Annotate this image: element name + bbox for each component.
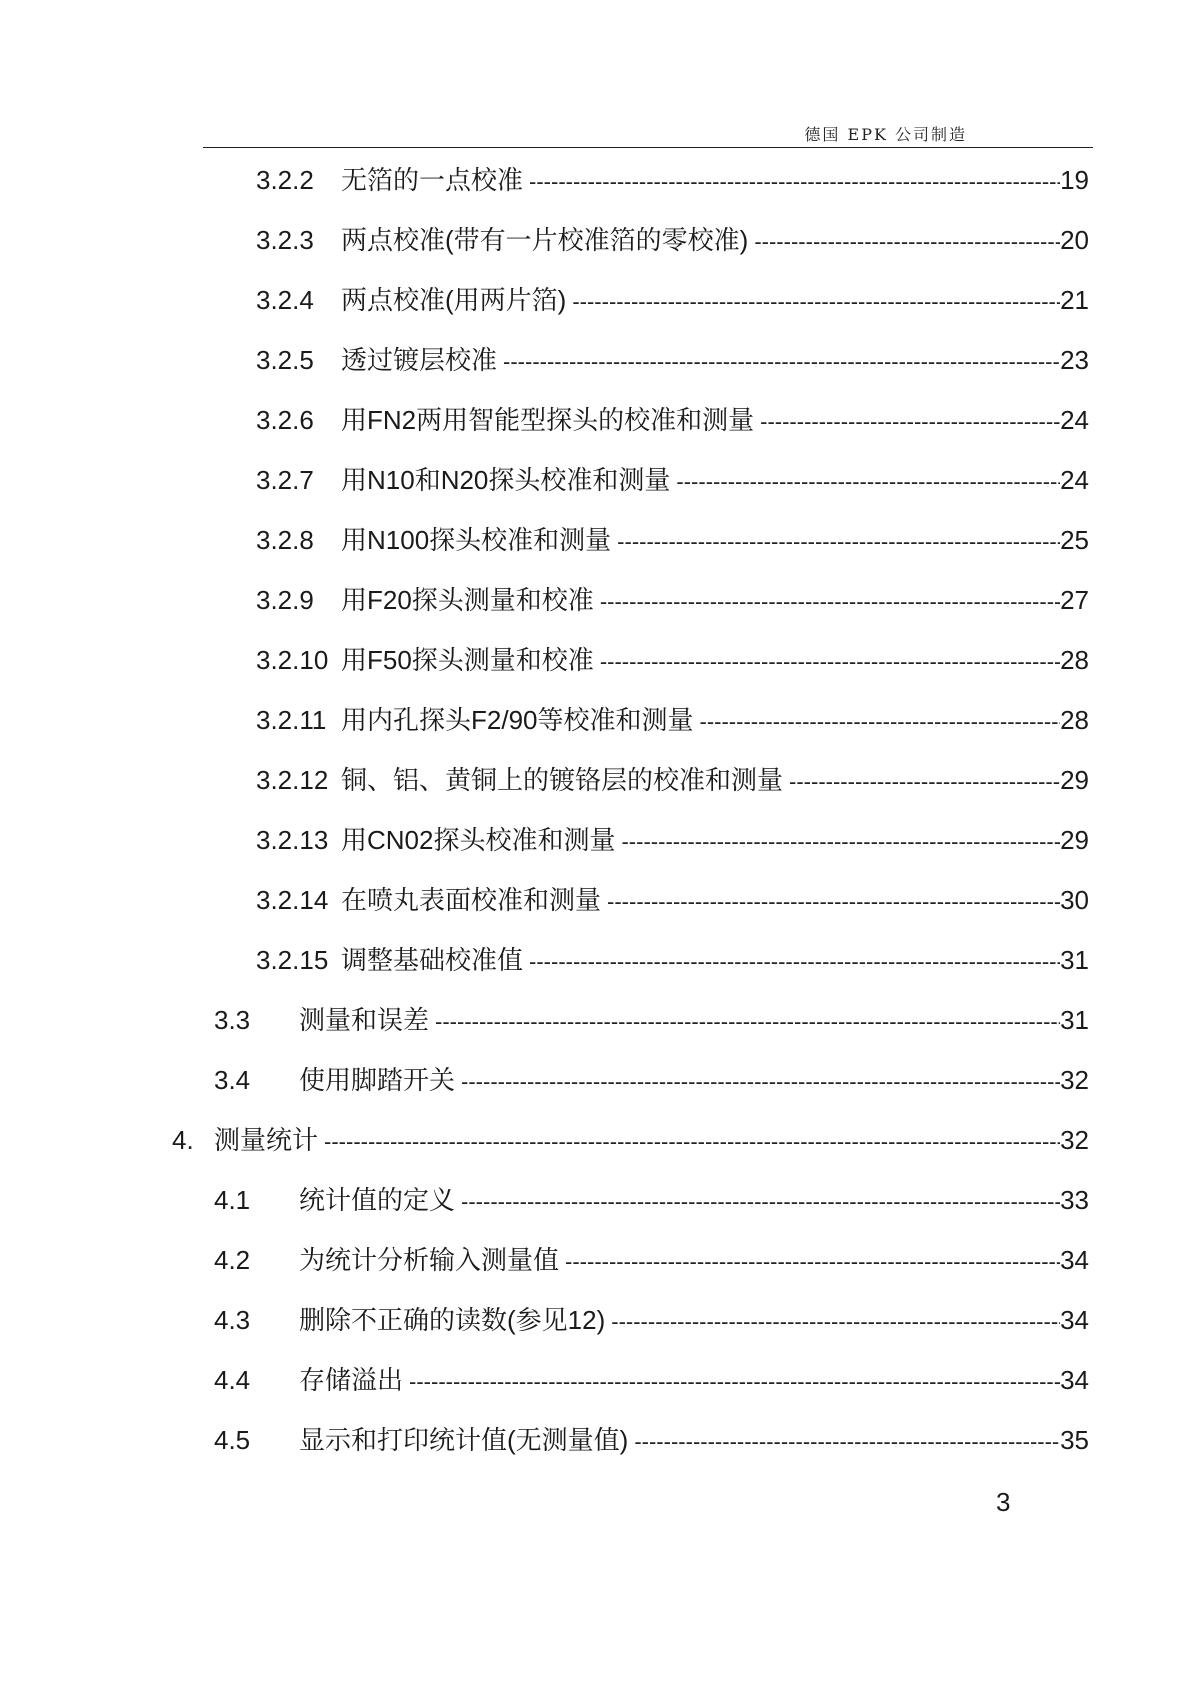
toc-entry-title: 使用脚踏开关: [299, 1065, 456, 1095]
toc-entry-number: 3.2.2: [256, 165, 314, 195]
toc-entry-number: 4.1: [214, 1185, 251, 1215]
toc-entry-page: 23: [1060, 345, 1089, 375]
toc-entry-number: 3.2.3: [256, 225, 314, 255]
toc-entry-title: 两点校准(用两片箔): [341, 285, 567, 315]
toc-entry[interactable]: [0, 210, 1199, 270]
toc-entry-page: 32: [1060, 1065, 1089, 1095]
toc-entry[interactable]: [0, 630, 1199, 690]
toc-entry-number: 3.2.13: [256, 825, 329, 855]
toc-entry-title: 测量和误差: [299, 1005, 430, 1035]
toc-entry-title: 用F50探头测量和校准: [341, 645, 594, 675]
toc-entry-page: 24: [1060, 465, 1089, 495]
toc-entry-number: 3.2.5: [256, 345, 314, 375]
toc-entry-page: 29: [1060, 825, 1089, 855]
toc-entry[interactable]: [0, 1050, 1199, 1110]
toc-entry-page: 29: [1060, 765, 1089, 795]
toc-entry-page: 31: [1060, 1005, 1089, 1035]
toc-entry-page: 34: [1060, 1245, 1089, 1275]
toc-leader-dashes: [527, 932, 1060, 992]
toc-leader-dashes: [698, 692, 1061, 752]
toc-entry-title: 用N100探头校准和测量: [341, 525, 612, 555]
toc-entry-title: 用N10和N20探头校准和测量: [341, 465, 671, 495]
toc-entry-title: 用FN2两用智能型探头的校准和测量: [341, 405, 755, 435]
toc-entry-title: 删除不正确的读数(参见12): [299, 1305, 606, 1335]
toc-leader-dashes: [433, 992, 1060, 1052]
toc-entry[interactable]: [0, 1110, 1199, 1170]
toc-entry-page: 19: [1060, 165, 1089, 195]
toc-entry-page: 35: [1060, 1425, 1089, 1455]
toc-entry-number: 3.3: [214, 1005, 251, 1035]
toc-leader-dashes: [322, 1112, 1060, 1172]
toc-entry-title: 调整基础校准值: [341, 945, 524, 975]
toc-entry-number: 3.2.7: [256, 465, 314, 495]
toc-entry-title: 测量统计: [214, 1125, 319, 1155]
toc-entry-number: 4.: [172, 1125, 194, 1155]
toc-entry-number: 3.2.6: [256, 405, 314, 435]
toc-entry-page: 28: [1060, 645, 1089, 675]
toc-entry[interactable]: [0, 1230, 1199, 1290]
toc-entry-number: 4.3: [214, 1305, 251, 1335]
toc-leader-dashes: [501, 332, 1060, 392]
toc-entry[interactable]: [0, 1290, 1199, 1350]
toc-entry[interactable]: [0, 750, 1199, 810]
toc-entry-title: 统计值的定义: [299, 1185, 456, 1215]
toc-leader-dashes: [527, 152, 1060, 212]
toc-entry-page: 31: [1060, 945, 1089, 975]
toc-entry-number: 3.2.11: [256, 705, 327, 735]
toc-entry-title: 为统计分析输入测量值: [299, 1245, 560, 1275]
toc-leader-dashes: [615, 512, 1060, 572]
toc-leader-dashes: [570, 272, 1060, 332]
toc-entry[interactable]: [0, 1410, 1199, 1470]
toc-entry-title: 用内孔探头F2/90等校准和测量: [341, 705, 694, 735]
page-number: 3: [996, 1487, 1011, 1517]
toc-entry[interactable]: [0, 690, 1199, 750]
toc-entry-title: 显示和打印统计值(无测量值): [299, 1425, 629, 1455]
toc-entry[interactable]: [0, 570, 1199, 630]
toc-entry-page: 34: [1060, 1365, 1089, 1395]
toc-leader-dashes: [787, 752, 1060, 812]
toc-entry-number: 3.2.8: [256, 525, 314, 555]
toc-entry-title: 存储溢出: [299, 1365, 404, 1395]
toc-leader-dashes: [598, 572, 1060, 632]
toc-entry[interactable]: [0, 870, 1199, 930]
toc-leader-dashes: [605, 872, 1060, 932]
toc-leader-dashes: [674, 452, 1060, 512]
toc-entry[interactable]: [0, 150, 1199, 210]
toc-entry-number: 3.4: [214, 1065, 251, 1095]
toc-leader-dashes: [459, 1172, 1060, 1232]
toc-leader-dashes: [619, 812, 1060, 872]
toc-entry-number: 3.2.10: [256, 645, 329, 675]
toc-entry-number: 3.2.4: [256, 285, 314, 315]
toc-entry[interactable]: [0, 1170, 1199, 1230]
toc-entry[interactable]: [0, 510, 1199, 570]
toc-entry[interactable]: [0, 270, 1199, 330]
toc-entry-page: 27: [1060, 585, 1089, 615]
toc-leader-dashes: [563, 1232, 1060, 1292]
toc-entry[interactable]: [0, 390, 1199, 450]
toc-entry[interactable]: [0, 1350, 1199, 1410]
toc-entry-title: 无箔的一点校准: [341, 165, 524, 195]
toc-entry[interactable]: [0, 810, 1199, 870]
toc-leader-dashes: [459, 1052, 1060, 1112]
toc-entry-page: 21: [1060, 285, 1089, 315]
toc-entry-page: 24: [1060, 405, 1089, 435]
toc-entry[interactable]: [0, 450, 1199, 510]
toc-entry-page: 34: [1060, 1305, 1089, 1335]
toc-leader-dashes: [752, 212, 1060, 272]
toc-entry-number: 3.2.9: [256, 585, 314, 615]
toc-entry-number: 4.4: [214, 1365, 251, 1395]
toc-entry-page: 32: [1060, 1125, 1089, 1155]
toc-leader-dashes: [758, 392, 1060, 452]
header-divider: [203, 147, 1093, 148]
toc-entry-number: 3.2.12: [256, 765, 329, 795]
toc-entry-title: 铜、铝、黄铜上的镀铬层的校准和测量: [341, 765, 784, 795]
toc-entry-page: 20: [1060, 225, 1089, 255]
toc-entry-number: 3.2.14: [256, 885, 329, 915]
toc-leader-dashes: [609, 1292, 1060, 1352]
toc-entry-number: 3.2.15: [256, 945, 329, 975]
toc-entry[interactable]: [0, 330, 1199, 390]
toc-entry-page: 28: [1060, 705, 1089, 735]
toc-entry[interactable]: [0, 990, 1199, 1050]
toc-leader-dashes: [407, 1352, 1060, 1412]
toc-entry-page: 30: [1060, 885, 1089, 915]
toc-entry-title: 两点校准(带有一片校准箔的零校准): [341, 225, 749, 255]
toc-entry-page: 25: [1060, 525, 1089, 555]
toc-leader-dashes: [632, 1412, 1060, 1472]
table-of-contents: [0, 150, 1199, 1470]
toc-entry-number: 4.5: [214, 1425, 251, 1455]
toc-entry-title: 透过镀层校准: [341, 345, 498, 375]
toc-leader-dashes: [598, 632, 1060, 692]
toc-entry-title: 用CN02探头校准和测量: [341, 825, 616, 855]
toc-entry-number: 4.2: [214, 1245, 251, 1275]
toc-entry[interactable]: [0, 930, 1199, 990]
toc-entry-page: 33: [1060, 1185, 1089, 1215]
running-header: 德国 EPK 公司制造: [804, 125, 967, 144]
toc-entry-title: 用F20探头测量和校准: [341, 585, 594, 615]
toc-entry-title: 在喷丸表面校准和测量: [341, 885, 602, 915]
